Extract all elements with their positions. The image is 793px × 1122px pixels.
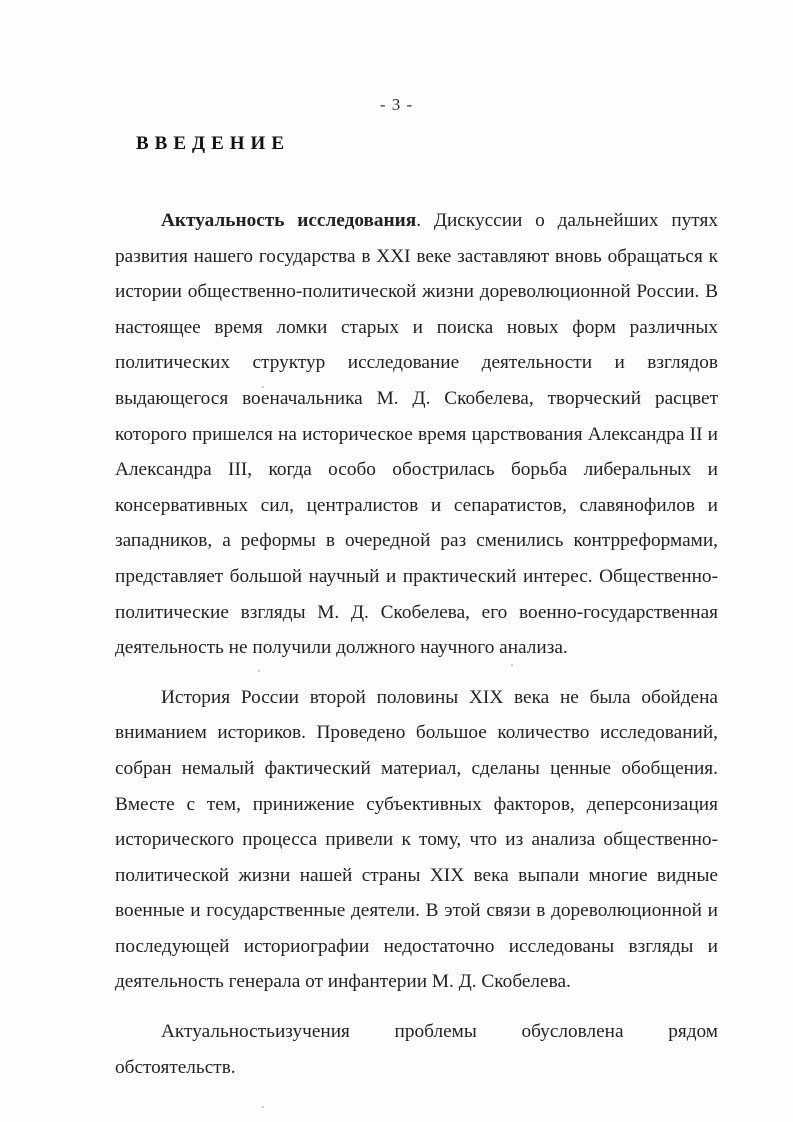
paragraph-relevance (115, 203, 718, 666)
scan-speck (511, 664, 513, 666)
scan-speck (258, 670, 260, 672)
body-text (115, 203, 718, 1085)
paragraph-text: . Дискуссии о дальнейших путях развития нашего государства в XXI веке заставляют вновь обращаться к истории общественно-политической жизни дореволюционной России. В настоящее время ломки старых и поиска новых форм различных политических структур исследование деятельности и взглядов выдающегося военачальника М. Д. Скобелева, творческий расцвет которого пришелся на историческое время царствования Александра II и Александра III, когда особо обострилась борьба либеральных и консервативных сил, централистов и сепаратистов, славянофилов и западников, а реформы в очередной раз сменились контрреформами, представляет большой научный и практический интерес. Общественно-политические взгляды М. Д. Скобелева, его военно-государственная деятельность не получили должного научного анализа. (115, 210, 718, 659)
scan-speck (262, 386, 264, 388)
paragraph-relevance-summary: Актуальностьизучения проблемы обусловлена рядом обстоятельств. (115, 1021, 718, 1078)
paragraph-historiography: История России второй половины XIX века не была обойдена вниманием историков. Проведено большое количество исследований, собран немалый фактический материал, сделаны ценные обобщения. Вместе с тем, принижение субъективных факторов, деперсонизация исторического процесса привели к тому, что из анализа общественно-политической жизни нашей страны XIX века выпали многие видные военные и государственные деятели. В этой связи в дореволюционной и последующей историографии недостаточно исследованы взгляды и деятельность генерала от инфантерии М. Д. Скобелева. (115, 686, 718, 993)
scan-speck (262, 1106, 264, 1108)
section-heading: ВВЕДЕНИЕ (136, 133, 290, 154)
page-number: - 3 - (379, 95, 414, 114)
paragraph-lead: Актуальность исследования (161, 210, 417, 231)
